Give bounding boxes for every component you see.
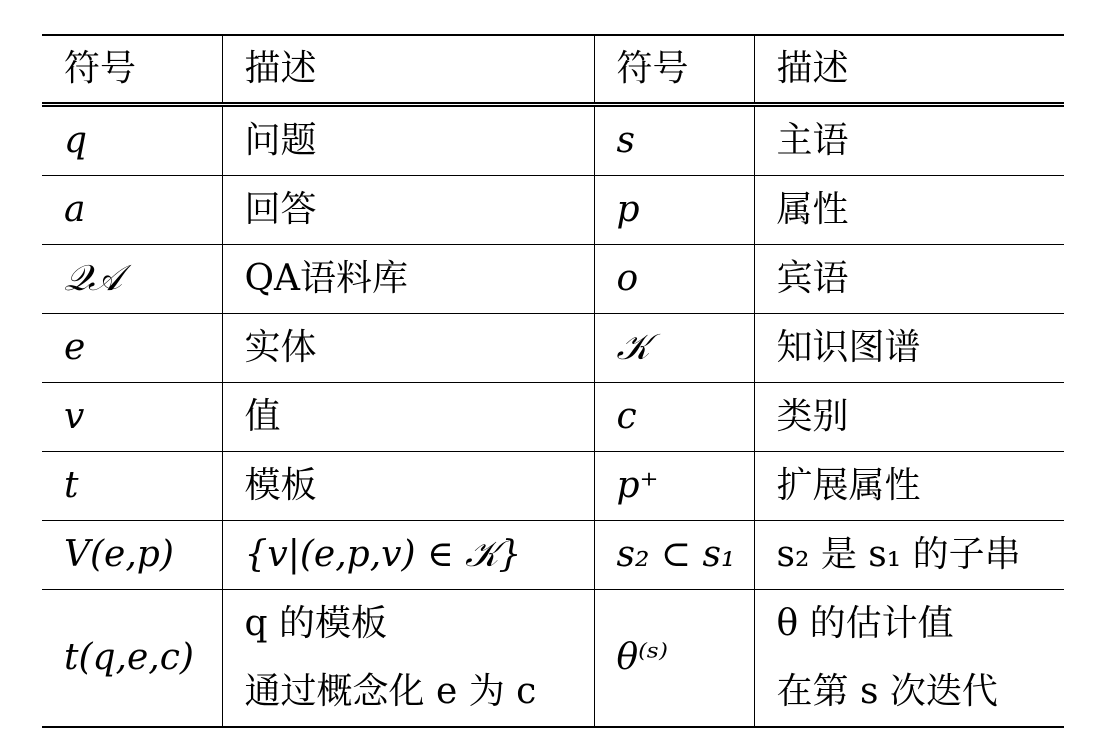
description-cell: 实体 <box>222 314 594 383</box>
description-cell: 属性 <box>754 176 1064 245</box>
symbol-cell: e <box>42 314 222 383</box>
symbol-cell: c <box>594 383 754 452</box>
symbol-cell: s <box>594 105 754 176</box>
description-line: 在第 s 次迭代 <box>776 671 998 712</box>
table-row <box>42 105 1064 176</box>
symbol-cell: s₂ ⊂ s₁ <box>594 521 754 590</box>
symbol-cell: t <box>42 452 222 521</box>
description-cell: 模板 <box>222 452 594 521</box>
description-cell: 主语 <box>754 105 1064 176</box>
description-cell: 扩展属性 <box>754 452 1064 521</box>
table-row <box>42 590 1064 728</box>
notation-table <box>42 34 1064 728</box>
symbol-cell: q <box>42 105 222 176</box>
description-cell <box>754 590 1064 728</box>
symbol-cell: p⁺ <box>594 452 754 521</box>
description-line: θ 的估计值 <box>776 603 954 644</box>
header-symbol-right: 符号 <box>594 35 754 105</box>
symbol-cell: v <box>42 383 222 452</box>
table-row <box>42 383 1064 452</box>
description-line: q 的模板 <box>244 603 387 644</box>
table-row <box>42 314 1064 383</box>
description-cell: {v|(e,p,v) ∈ 𝒦} <box>222 521 594 590</box>
symbol-cell: 𝒬𝒜 <box>42 245 222 314</box>
header-symbol-left: 符号 <box>42 35 222 105</box>
symbol-cell: t(q,e,c) <box>42 590 222 728</box>
header-row <box>42 35 1064 105</box>
header-description-left: 描述 <box>222 35 594 105</box>
symbol-cell: θ⁽ˢ⁾ <box>594 590 754 728</box>
description-cell: 回答 <box>222 176 594 245</box>
table-row <box>42 452 1064 521</box>
table-row <box>42 521 1064 590</box>
table-row <box>42 176 1064 245</box>
description-cell: 宾语 <box>754 245 1064 314</box>
header-description-right: 描述 <box>754 35 1064 105</box>
symbol-cell: o <box>594 245 754 314</box>
symbol-cell: a <box>42 176 222 245</box>
description-cell <box>222 590 594 728</box>
symbol-cell: 𝒦 <box>594 314 754 383</box>
description-cell: QA语料库 <box>222 245 594 314</box>
symbol-cell: V(e,p) <box>42 521 222 590</box>
description-cell: 知识图谱 <box>754 314 1064 383</box>
description-line: 通过概念化 e 为 c <box>244 671 537 712</box>
description-cell: 问题 <box>222 105 594 176</box>
description-cell: 值 <box>222 383 594 452</box>
symbol-cell: p <box>594 176 754 245</box>
description-cell: 类别 <box>754 383 1064 452</box>
table-row <box>42 245 1064 314</box>
description-cell: s₂ 是 s₁ 的子串 <box>754 521 1064 590</box>
